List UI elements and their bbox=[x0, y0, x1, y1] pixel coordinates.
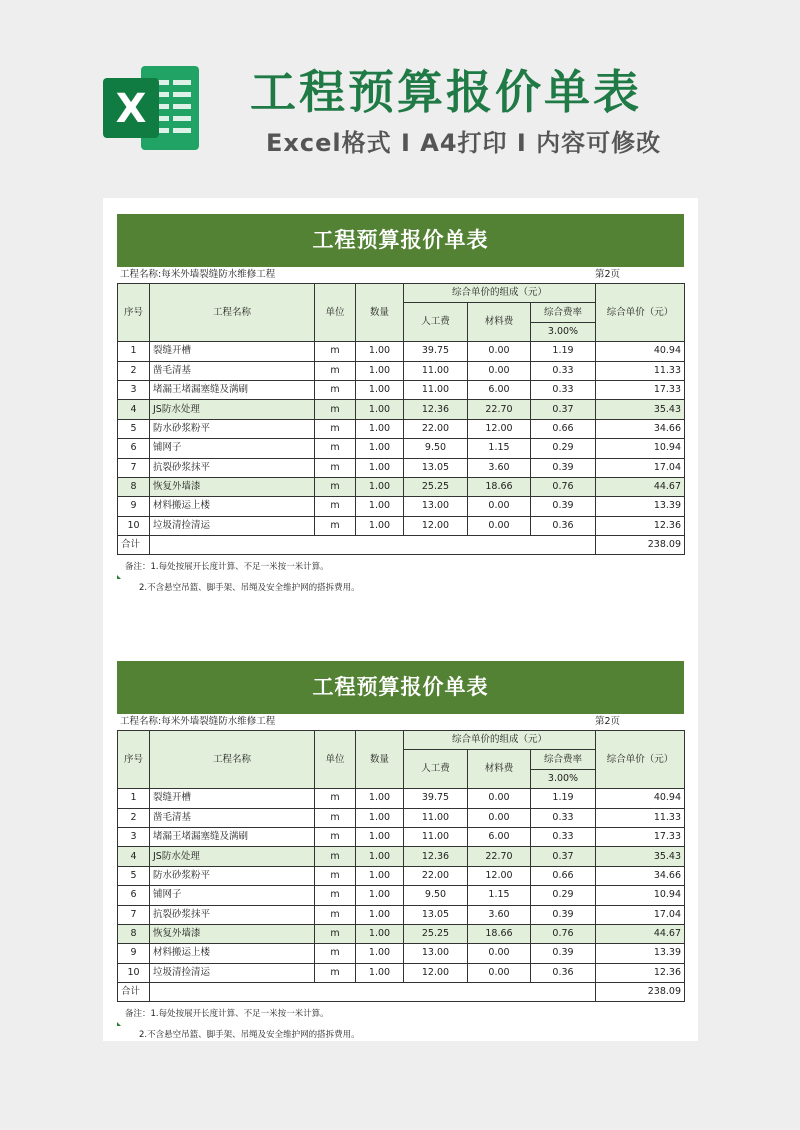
promo-subtitle: Excel格式 I A4打印 I 内容可修改 bbox=[266, 129, 662, 157]
row-no: 2 bbox=[118, 808, 150, 827]
row-name: 防水砂浆粉平 bbox=[150, 866, 315, 885]
row-unit: m bbox=[315, 866, 356, 885]
row-qty: 1.00 bbox=[356, 477, 404, 496]
table-row bbox=[118, 361, 685, 380]
row-total: 34.66 bbox=[596, 866, 685, 885]
row-material: 3.60 bbox=[468, 458, 531, 477]
table-row bbox=[118, 497, 685, 516]
row-fee: 1.19 bbox=[531, 789, 596, 808]
project-name: 工程名称:每米外墙裂缝防水维修工程 bbox=[120, 269, 276, 280]
row-name: 防水砂浆粉平 bbox=[150, 419, 315, 438]
row-material: 12.00 bbox=[468, 419, 531, 438]
row-no: 4 bbox=[118, 847, 150, 866]
sheet-info-row bbox=[117, 714, 684, 730]
note-2: 2.不含悬空吊篮、脚手架、吊绳及安全维护网的搭拆费用。 bbox=[139, 583, 360, 594]
table-row bbox=[118, 808, 685, 827]
row-unit: m bbox=[315, 477, 356, 496]
row-qty: 1.00 bbox=[356, 458, 404, 477]
row-labor: 39.75 bbox=[404, 789, 468, 808]
row-total: 44.67 bbox=[596, 477, 685, 496]
row-material: 0.00 bbox=[468, 808, 531, 827]
row-name: 恢复外墙漆 bbox=[150, 924, 315, 943]
header-fee: 综合费率 bbox=[531, 750, 596, 769]
row-labor: 11.00 bbox=[404, 361, 468, 380]
row-material: 6.00 bbox=[468, 827, 531, 846]
row-fee: 0.33 bbox=[531, 827, 596, 846]
row-labor: 9.50 bbox=[404, 886, 468, 905]
row-total: 13.39 bbox=[596, 497, 685, 516]
total-spacer bbox=[150, 536, 596, 555]
row-no: 8 bbox=[118, 924, 150, 943]
row-material: 6.00 bbox=[468, 380, 531, 399]
table-row bbox=[118, 886, 685, 905]
table-row bbox=[118, 439, 685, 458]
row-qty: 1.00 bbox=[356, 808, 404, 827]
row-material: 0.00 bbox=[468, 944, 531, 963]
table-row bbox=[118, 963, 685, 982]
row-no: 1 bbox=[118, 789, 150, 808]
row-total: 17.33 bbox=[596, 380, 685, 399]
header-no: 序号 bbox=[118, 284, 150, 342]
row-total: 12.36 bbox=[596, 963, 685, 982]
row-no: 8 bbox=[118, 477, 150, 496]
project-name: 工程名称:每米外墙裂缝防水维修工程 bbox=[120, 716, 276, 727]
row-qty: 1.00 bbox=[356, 439, 404, 458]
row-name: 材料搬运上楼 bbox=[150, 497, 315, 516]
header-name: 工程名称 bbox=[150, 284, 315, 342]
row-fee: 0.33 bbox=[531, 808, 596, 827]
page-number: 第2页 bbox=[595, 269, 621, 280]
row-qty: 1.00 bbox=[356, 380, 404, 399]
row-qty: 1.00 bbox=[356, 342, 404, 361]
row-unit: m bbox=[315, 516, 356, 535]
row-total: 11.33 bbox=[596, 808, 685, 827]
row-fee: 0.76 bbox=[531, 924, 596, 943]
row-fee: 0.39 bbox=[531, 944, 596, 963]
header-total-price: 综合单价（元） bbox=[596, 284, 685, 342]
row-labor: 11.00 bbox=[404, 827, 468, 846]
total-spacer bbox=[150, 983, 596, 1002]
budget-sheet-1 bbox=[117, 214, 684, 595]
row-material: 1.15 bbox=[468, 439, 531, 458]
table-row bbox=[118, 477, 685, 496]
row-no: 6 bbox=[118, 886, 150, 905]
row-fee: 0.37 bbox=[531, 847, 596, 866]
row-no: 7 bbox=[118, 458, 150, 477]
row-no: 2 bbox=[118, 361, 150, 380]
row-total: 34.66 bbox=[596, 419, 685, 438]
header-material: 材料费 bbox=[468, 750, 531, 789]
row-total: 13.39 bbox=[596, 944, 685, 963]
row-name: JS防水处理 bbox=[150, 847, 315, 866]
row-material: 3.60 bbox=[468, 905, 531, 924]
note-1: 备注：1.每处按展开长度计算、不足一米按一米计算。 bbox=[125, 1009, 329, 1020]
row-qty: 1.00 bbox=[356, 789, 404, 808]
row-qty: 1.00 bbox=[356, 905, 404, 924]
row-name: 铺网子 bbox=[150, 886, 315, 905]
row-labor: 22.00 bbox=[404, 866, 468, 885]
total-label: 合计 bbox=[118, 536, 150, 555]
row-total: 40.94 bbox=[596, 789, 685, 808]
row-total: 17.33 bbox=[596, 827, 685, 846]
row-no: 4 bbox=[118, 400, 150, 419]
row-name: 抗裂砂浆抹平 bbox=[150, 458, 315, 477]
row-fee: 0.66 bbox=[531, 419, 596, 438]
row-total: 44.67 bbox=[596, 924, 685, 943]
row-qty: 1.00 bbox=[356, 924, 404, 943]
row-no: 3 bbox=[118, 827, 150, 846]
row-qty: 1.00 bbox=[356, 497, 404, 516]
row-fee: 0.36 bbox=[531, 963, 596, 982]
sheet-info-row bbox=[117, 267, 684, 283]
header-qty: 数量 bbox=[356, 284, 404, 342]
sheet-title: 工程预算报价单表 bbox=[117, 214, 684, 267]
row-qty: 1.00 bbox=[356, 400, 404, 419]
row-qty: 1.00 bbox=[356, 419, 404, 438]
page-number: 第2页 bbox=[595, 716, 621, 727]
row-name: 凿毛清基 bbox=[150, 361, 315, 380]
row-fee: 0.39 bbox=[531, 497, 596, 516]
row-total: 11.33 bbox=[596, 361, 685, 380]
row-unit: m bbox=[315, 808, 356, 827]
row-material: 0.00 bbox=[468, 497, 531, 516]
row-name: JS防水处理 bbox=[150, 400, 315, 419]
row-no: 3 bbox=[118, 380, 150, 399]
row-qty: 1.00 bbox=[356, 827, 404, 846]
note-1: 备注：1.每处按展开长度计算、不足一米按一米计算。 bbox=[125, 562, 329, 573]
promo-header bbox=[0, 0, 800, 195]
row-unit: m bbox=[315, 963, 356, 982]
row-unit: m bbox=[315, 905, 356, 924]
row-name: 堵漏王堵漏塞缝及满刷 bbox=[150, 380, 315, 399]
budget-table bbox=[117, 730, 685, 1002]
table-row bbox=[118, 516, 685, 535]
row-unit: m bbox=[315, 827, 356, 846]
header-total-price: 综合单价（元） bbox=[596, 731, 685, 789]
budget-table bbox=[117, 283, 685, 555]
table-row bbox=[118, 866, 685, 885]
row-unit: m bbox=[315, 458, 356, 477]
row-fee: 0.33 bbox=[531, 361, 596, 380]
row-no: 5 bbox=[118, 866, 150, 885]
cell-marker-icon bbox=[117, 575, 121, 579]
row-material: 18.66 bbox=[468, 477, 531, 496]
row-total: 17.04 bbox=[596, 905, 685, 924]
header-fee: 综合费率 bbox=[531, 303, 596, 322]
header-fee-rate: 3.00% bbox=[531, 322, 596, 341]
row-unit: m bbox=[315, 789, 356, 808]
table-row bbox=[118, 380, 685, 399]
row-unit: m bbox=[315, 497, 356, 516]
header-composition: 综合单价的组成（元） bbox=[404, 731, 596, 750]
row-labor: 25.25 bbox=[404, 924, 468, 943]
row-no: 10 bbox=[118, 963, 150, 982]
row-fee: 0.29 bbox=[531, 886, 596, 905]
table-row bbox=[118, 847, 685, 866]
row-name: 裂缝开槽 bbox=[150, 342, 315, 361]
row-qty: 1.00 bbox=[356, 361, 404, 380]
row-unit: m bbox=[315, 419, 356, 438]
row-labor: 13.05 bbox=[404, 458, 468, 477]
row-labor: 13.00 bbox=[404, 497, 468, 516]
excel-logo-icon bbox=[103, 60, 203, 156]
row-name: 材料搬运上楼 bbox=[150, 944, 315, 963]
row-fee: 0.37 bbox=[531, 400, 596, 419]
table-row bbox=[118, 400, 685, 419]
header-fee-rate: 3.00% bbox=[531, 769, 596, 788]
header-composition: 综合单价的组成（元） bbox=[404, 284, 596, 303]
row-fee: 0.76 bbox=[531, 477, 596, 496]
row-total: 40.94 bbox=[596, 342, 685, 361]
table-row bbox=[118, 789, 685, 808]
row-labor: 12.36 bbox=[404, 847, 468, 866]
row-name: 裂缝开槽 bbox=[150, 789, 315, 808]
row-qty: 1.00 bbox=[356, 516, 404, 535]
row-unit: m bbox=[315, 400, 356, 419]
row-material: 22.70 bbox=[468, 400, 531, 419]
row-total: 12.36 bbox=[596, 516, 685, 535]
row-no: 6 bbox=[118, 439, 150, 458]
row-qty: 1.00 bbox=[356, 944, 404, 963]
header-material: 材料费 bbox=[468, 303, 531, 342]
table-row bbox=[118, 458, 685, 477]
row-fee: 0.29 bbox=[531, 439, 596, 458]
row-name: 垃圾清捡清运 bbox=[150, 963, 315, 982]
row-material: 18.66 bbox=[468, 924, 531, 943]
row-fee: 0.36 bbox=[531, 516, 596, 535]
row-qty: 1.00 bbox=[356, 866, 404, 885]
table-row bbox=[118, 419, 685, 438]
row-fee: 0.33 bbox=[531, 380, 596, 399]
row-labor: 39.75 bbox=[404, 342, 468, 361]
row-total: 35.43 bbox=[596, 400, 685, 419]
budget-sheet-2 bbox=[117, 661, 684, 1042]
excel-logo-letter: X bbox=[115, 86, 147, 132]
header-unit: 单位 bbox=[315, 731, 356, 789]
row-unit: m bbox=[315, 342, 356, 361]
row-material: 0.00 bbox=[468, 361, 531, 380]
row-unit: m bbox=[315, 944, 356, 963]
row-material: 22.70 bbox=[468, 847, 531, 866]
row-labor: 22.00 bbox=[404, 419, 468, 438]
row-name: 铺网子 bbox=[150, 439, 315, 458]
cell-marker-icon bbox=[117, 1022, 121, 1026]
row-name: 抗裂砂浆抹平 bbox=[150, 905, 315, 924]
row-labor: 12.36 bbox=[404, 400, 468, 419]
row-labor: 12.00 bbox=[404, 963, 468, 982]
table-row bbox=[118, 342, 685, 361]
header-labor: 人工费 bbox=[404, 750, 468, 789]
total-value: 238.09 bbox=[596, 983, 685, 1002]
row-fee: 0.39 bbox=[531, 905, 596, 924]
row-labor: 25.25 bbox=[404, 477, 468, 496]
row-unit: m bbox=[315, 380, 356, 399]
row-fee: 1.19 bbox=[531, 342, 596, 361]
row-labor: 11.00 bbox=[404, 808, 468, 827]
header-no: 序号 bbox=[118, 731, 150, 789]
table-row bbox=[118, 827, 685, 846]
row-material: 0.00 bbox=[468, 342, 531, 361]
notes bbox=[117, 555, 684, 595]
row-fee: 0.39 bbox=[531, 458, 596, 477]
row-name: 凿毛清基 bbox=[150, 808, 315, 827]
row-total: 10.94 bbox=[596, 439, 685, 458]
row-unit: m bbox=[315, 886, 356, 905]
row-labor: 13.05 bbox=[404, 905, 468, 924]
row-labor: 9.50 bbox=[404, 439, 468, 458]
row-total: 17.04 bbox=[596, 458, 685, 477]
row-no: 1 bbox=[118, 342, 150, 361]
row-labor: 12.00 bbox=[404, 516, 468, 535]
table-row bbox=[118, 905, 685, 924]
header-name: 工程名称 bbox=[150, 731, 315, 789]
header-qty: 数量 bbox=[356, 731, 404, 789]
row-material: 0.00 bbox=[468, 963, 531, 982]
row-no: 9 bbox=[118, 944, 150, 963]
row-total: 10.94 bbox=[596, 886, 685, 905]
note-2: 2.不含悬空吊篮、脚手架、吊绳及安全维护网的搭拆费用。 bbox=[139, 1030, 360, 1041]
notes bbox=[117, 1002, 684, 1042]
row-labor: 13.00 bbox=[404, 944, 468, 963]
row-qty: 1.00 bbox=[356, 886, 404, 905]
row-unit: m bbox=[315, 924, 356, 943]
total-label: 合计 bbox=[118, 983, 150, 1002]
row-no: 9 bbox=[118, 497, 150, 516]
row-qty: 1.00 bbox=[356, 847, 404, 866]
total-value: 238.09 bbox=[596, 536, 685, 555]
row-material: 0.00 bbox=[468, 789, 531, 808]
row-no: 10 bbox=[118, 516, 150, 535]
header-unit: 单位 bbox=[315, 284, 356, 342]
row-unit: m bbox=[315, 361, 356, 380]
row-qty: 1.00 bbox=[356, 963, 404, 982]
row-total: 35.43 bbox=[596, 847, 685, 866]
sheet-title: 工程预算报价单表 bbox=[117, 661, 684, 714]
row-fee: 0.66 bbox=[531, 866, 596, 885]
table-row bbox=[118, 944, 685, 963]
row-no: 5 bbox=[118, 419, 150, 438]
row-material: 0.00 bbox=[468, 516, 531, 535]
row-name: 恢复外墙漆 bbox=[150, 477, 315, 496]
row-no: 7 bbox=[118, 905, 150, 924]
row-name: 垃圾清捡清运 bbox=[150, 516, 315, 535]
row-name: 堵漏王堵漏塞缝及满刷 bbox=[150, 827, 315, 846]
promo-title: 工程预算报价单表 bbox=[250, 65, 642, 119]
header-labor: 人工费 bbox=[404, 303, 468, 342]
row-unit: m bbox=[315, 439, 356, 458]
row-material: 12.00 bbox=[468, 866, 531, 885]
row-material: 1.15 bbox=[468, 886, 531, 905]
table-row bbox=[118, 924, 685, 943]
row-labor: 11.00 bbox=[404, 380, 468, 399]
row-unit: m bbox=[315, 847, 356, 866]
